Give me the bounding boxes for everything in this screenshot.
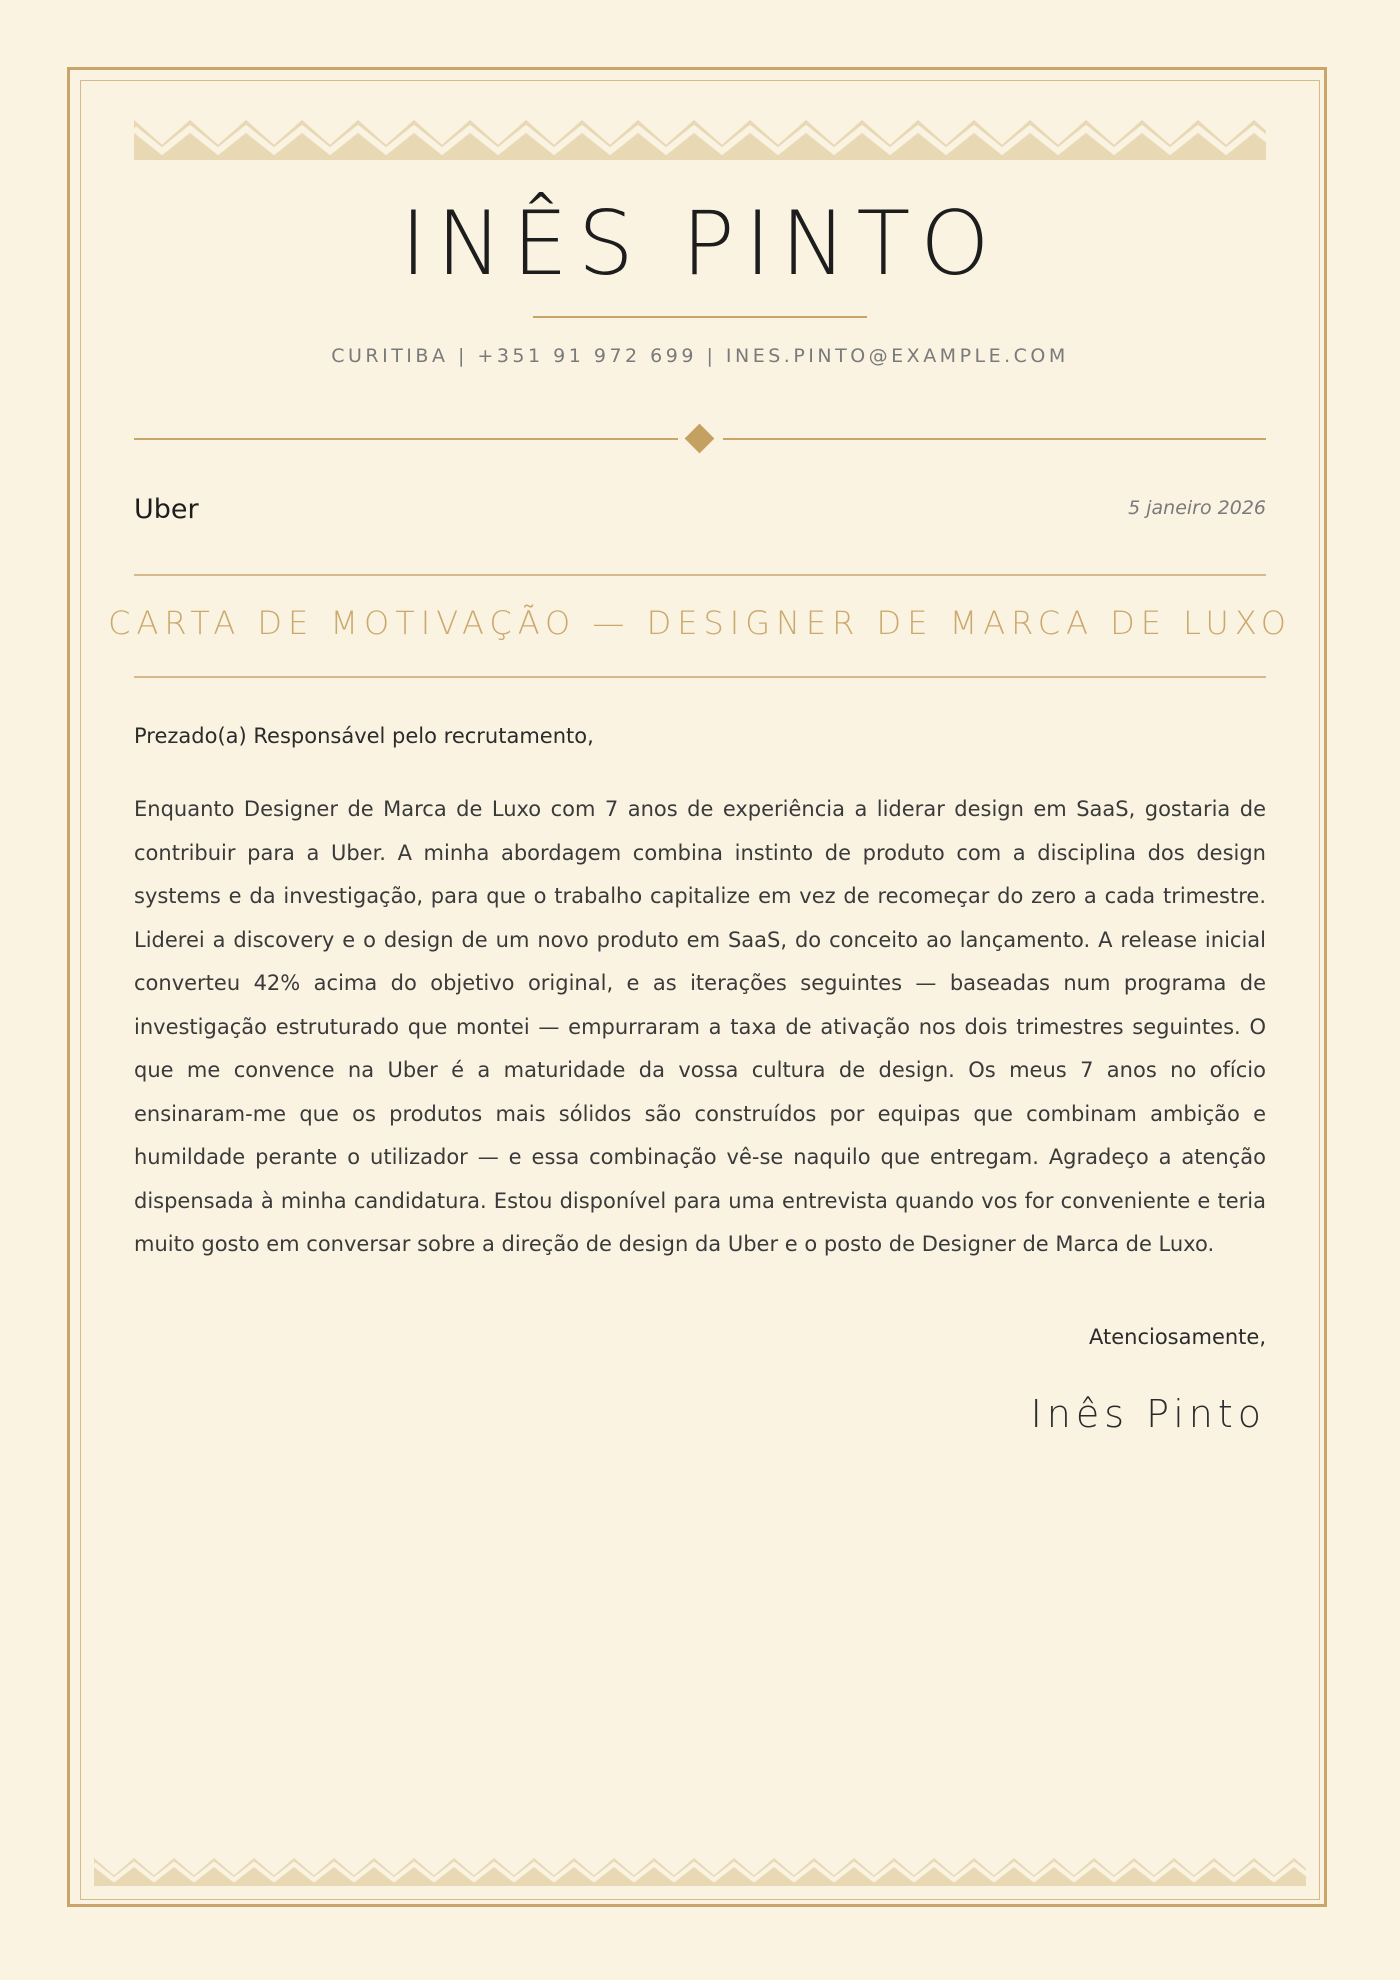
title-rule-bottom	[134, 676, 1266, 678]
letter-body: Enquanto Designer de Marca de Luxo com 7 anos de experiência a liderar design em SaaS, gostaria de contribuir para a Uber. A minha abordagem combina instinto de produto com a disciplina dos design systems e da investigação, para que o trabalho capitalize em vez de recomeçar do zero a cada trimestre. Liderei a discovery e o design de um novo produto em SaaS, do conceito ao lançamento. A release inicial converteu 42% acima do objetivo original, e as iterações seguintes — baseadas num programa de investigação estruturado que montei — empurraram a taxa de ativação nos dois trimestres seguintes. O que me convence na Uber é a maturidade da vossa cultura de design. Os meus 7 anos no ofício ensinaram-me que os produtos mais sólidos são construídos por equipas que combinam ambição e humildade perante o utilizador — e essa combinação vê-se naquilo que entregam. Agradeço a atenção dispensada à minha candidatura. Estou disponível para uma entrevista quando vos for conveniente e teria muito gosto em conversar sobre a direção de design da Uber e o posto de Designer de Marca de Luxo.	[134, 797, 1266, 1256]
signature: Inês Pinto	[1030, 1392, 1266, 1436]
letter-title: CARTA DE MOTIVAÇÃO — DESIGNER DE MARCA DE LUXO	[108, 604, 1292, 642]
header-divider-left	[134, 438, 678, 440]
header-divider-right	[723, 438, 1266, 440]
recipient-company: Uber	[134, 494, 199, 525]
zigzag-border-top	[134, 120, 1266, 160]
letter-date: 5 janeiro 2026	[1128, 497, 1266, 519]
applicant-name: INÊS PINTO	[400, 192, 1000, 295]
closing: Atenciosamente,	[1088, 1325, 1266, 1349]
greeting: Prezado(a) Responsável pelo recrutamento,	[134, 724, 594, 748]
name-underline	[533, 316, 867, 318]
title-rule-top	[134, 574, 1266, 576]
contact-line: CURITIBA | +351 91 972 699 | INES.PINTO@EXAMPLE.COM	[331, 345, 1069, 367]
zigzag-border-bottom	[94, 1858, 1306, 1886]
